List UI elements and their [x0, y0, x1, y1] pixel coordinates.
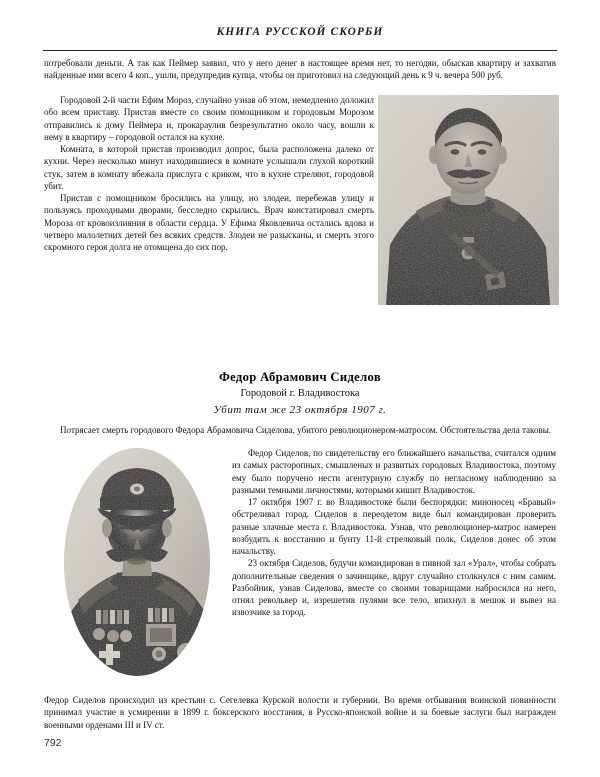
article-one-body: [44, 94, 374, 253]
article-two-title: Федор Абрамович Сиделов: [218, 370, 382, 384]
paragraph: 17 октября 1907 г. во Владивостоке были беспорядки: миноносец «Бравый» обстреливал город. Сиделов в переодетом виде был командирован проверить разные злачные места г. Владивостока. Узнав, что революционер-матрос намерен возбудить к восстанию и бунту 11-й стрелковый полк, Сиделов донес об этом начальству.: [232, 497, 556, 556]
article-two-killed-line: Убит там же 23 октября 1907 г.: [213, 404, 387, 416]
article-two-subtitle: Городовой г. Владивостока: [240, 388, 360, 399]
paragraph: потребовали деньги. А так как Пеймер заявил, что у него денег в настоящее время нет, то негодяи, обыскав квартиру и захватив найденные ими всего 4 коп., ушли, предупредив купца, чтобы он приготовил на следующий день к 9 ч. вечера 500 руб.: [44, 58, 556, 81]
page-number: 792: [44, 737, 62, 749]
paragraph: Пристав с помощником бросились на улицу, но злодеи, перебежав улицу и пользуясь проходными дворами, бесследно скрылись. Врач констатировал смерть Мороза от кровоизлияния в области сердца. У Ефима Яковлевича остались вдова и четверо малолетних детей без всяких средств. Злодеи не разысканы, и смерть этого скромного героя долга не отомщена до сих пор.: [44, 193, 374, 252]
portrait-photo-sidelov: [64, 448, 210, 676]
article-two-lead: [44, 424, 556, 436]
paragraph: Потрясает смерть городового Федора Абрамовича Сиделова, убитого революционером-матросом. Обстоятельства дела таковы.: [60, 425, 552, 435]
running-head: КНИГА РУССКОЙ СКОРБИ: [216, 26, 384, 38]
portrait-photo-moroz: [378, 95, 559, 305]
paragraph: Комната, в которой пристав производил допрос, была расположена далеко от кухни. Через несколько минут находившиеся в комнате услышали глухой короткий стук, затем в комнату вбежала прислуга с криком, что в кухне стреляют, городовой убит.: [44, 144, 374, 191]
photo-image: [64, 448, 210, 676]
article-one-intro: [44, 57, 556, 82]
article-two-closing: [44, 694, 556, 731]
paragraph: Федор Сиделов происходил из крестьян с. Сегелевка Курской волости и губернии. Во время отбывания воинской повинности принимал участие в усмирении в 1899 г. боксерского восстания, в Русско-японской войне и за боевые заслуги был награжден военными орденами III и IV ст.: [44, 695, 556, 730]
paragraph: 23 октября Сиделов, будучи командирован в пивной зал «Урал», чтобы собрать дополнительные сведения о зачинщике, вдруг случайно столкнулся с ним самим. Разбойник, узнав Сиделова, вместе со своими товарищами набросился на него, отнял револьвер и, изрешетив пулями все тело, впихнул в мешок и вывез на извозчике за город.: [232, 558, 556, 618]
paragraph: Федор Сиделов, по свидетельству его ближайшего начальства, считался одним из самых расторопных, смышленых и развитых городовых Владивостока, поэтому ему было поручено нести агентурную службу по негласному наблюдению за разными темными личностями, которыми кишит Владивосток.: [232, 448, 556, 495]
article-two-body: [232, 447, 556, 619]
paragraph: Городовой 2-й части Ефим Мороз, случайно узнав об этом, немедленно доложил обо всем приставу. Пристав вместе со своим помощником и городовым Морозом отправились к дому Пеймера и, прокараулив безрезультатно около часу, вошли к нему в квартиру – городовой остался на кухне.: [44, 95, 374, 142]
photo-image: [378, 95, 559, 305]
header-rule: [43, 50, 557, 51]
